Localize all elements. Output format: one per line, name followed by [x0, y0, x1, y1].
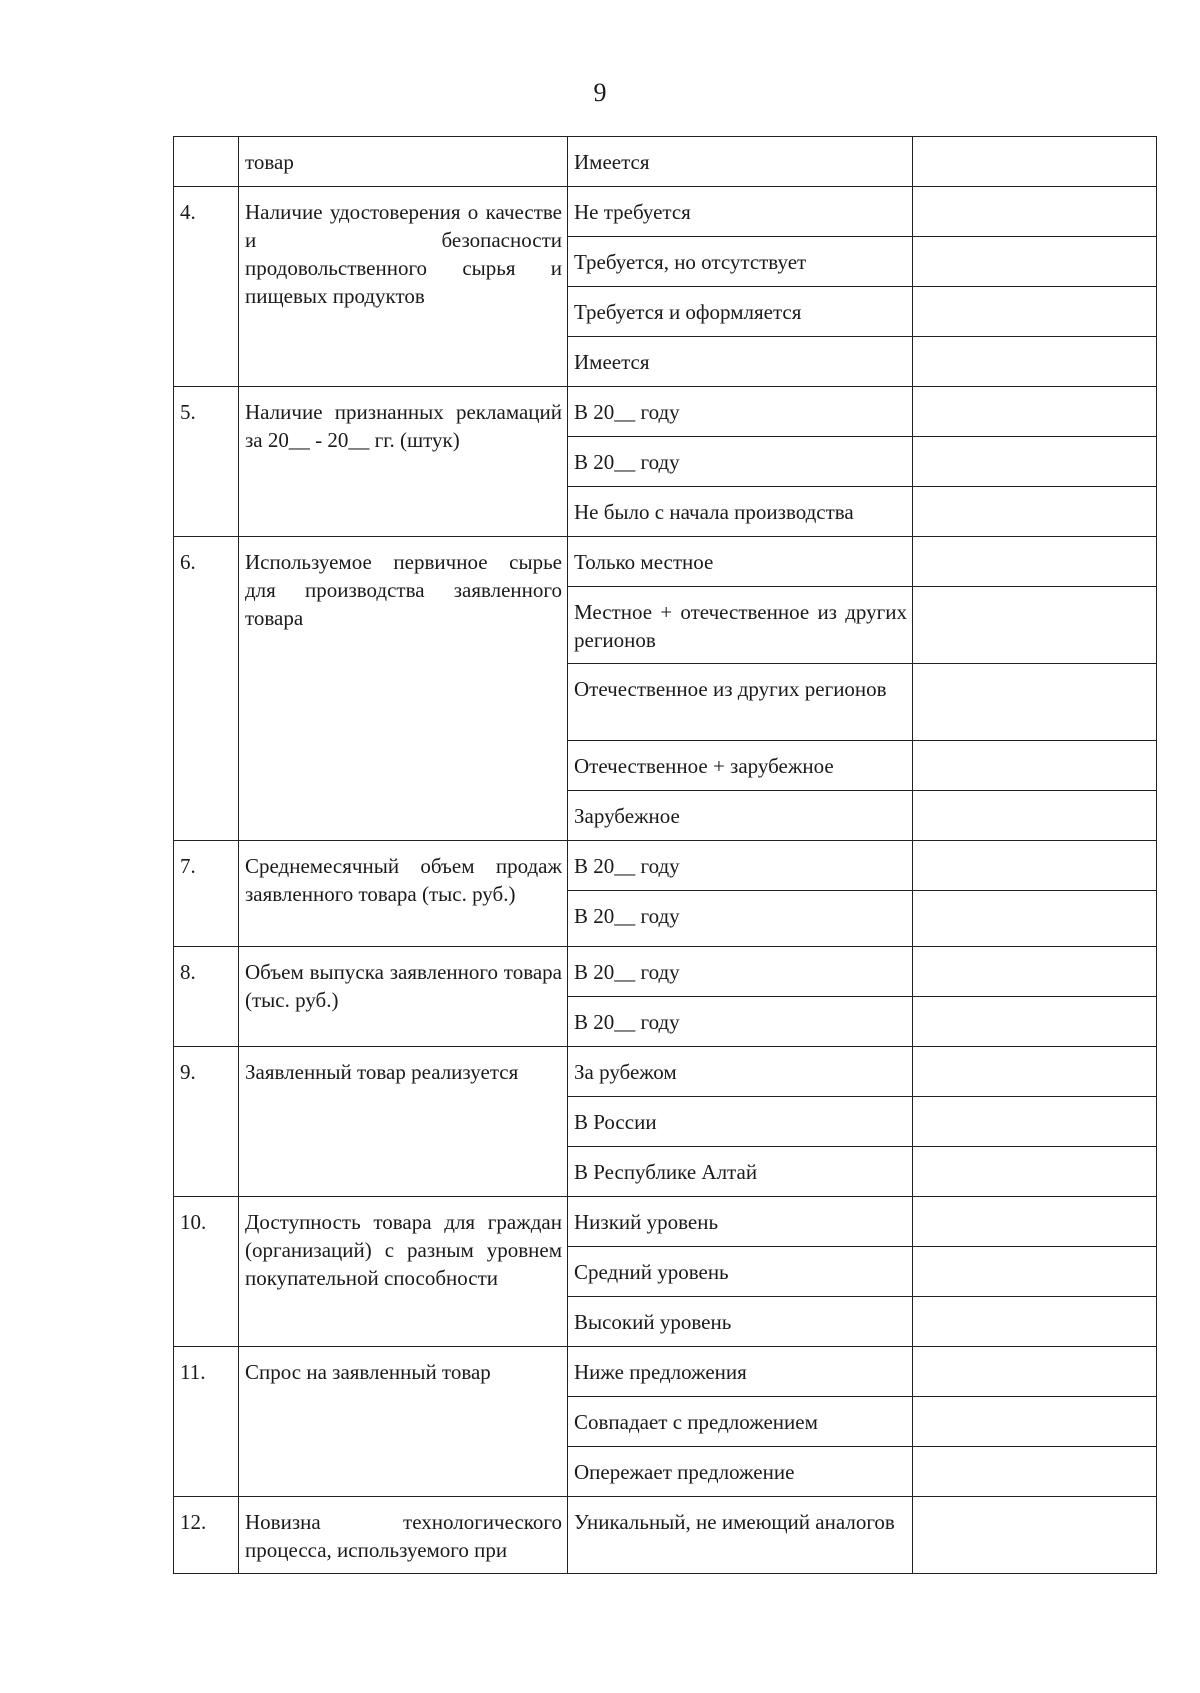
score-cell[interactable]: [913, 437, 1157, 487]
option-cell: В 20__ году: [568, 387, 913, 437]
score-cell[interactable]: [913, 487, 1157, 537]
score-cell[interactable]: [913, 387, 1157, 437]
option-cell: Только местное: [568, 537, 913, 587]
option-cell: Уникальный, не имеющий аналогов: [568, 1497, 913, 1574]
row-number: 11.: [174, 1347, 239, 1497]
option-cell: Не было с начала производства: [568, 487, 913, 537]
score-cell[interactable]: [913, 537, 1157, 587]
score-cell[interactable]: [913, 1097, 1157, 1147]
criterion-cell: Объем выпуска заявленного товара (тыс. руб.): [239, 947, 568, 1047]
row-number: 10.: [174, 1197, 239, 1347]
option-cell: В Республике Алтай: [568, 1147, 913, 1197]
option-cell: Требуется и оформляется: [568, 287, 913, 337]
criterion-cell: Спрос на заявленный товар: [239, 1347, 568, 1497]
table-row: [174, 1347, 1157, 1397]
table-row: [174, 537, 1157, 587]
option-cell: Совпадает с предложением: [568, 1397, 913, 1447]
row-number: 8.: [174, 947, 239, 1047]
criterion-cell: Заявленный товар реализуется: [239, 1047, 568, 1197]
option-cell: Местное + отечественное из других регионов: [568, 587, 913, 664]
score-cell[interactable]: [913, 1247, 1157, 1297]
row-number: [174, 137, 239, 187]
score-cell[interactable]: [913, 187, 1157, 237]
table-row: [174, 1197, 1157, 1247]
option-cell: В 20__ году: [568, 437, 913, 487]
option-cell: Зарубежное: [568, 791, 913, 841]
score-cell[interactable]: [913, 1447, 1157, 1497]
table-row: [174, 841, 1157, 891]
criterion-cell: товар: [239, 137, 568, 187]
score-cell[interactable]: [913, 587, 1157, 664]
table-row: [174, 187, 1157, 237]
option-cell: В 20__ году: [568, 891, 913, 947]
score-cell[interactable]: [913, 1047, 1157, 1097]
option-cell: В России: [568, 1097, 913, 1147]
option-cell: Отечественное из других регионов: [568, 664, 913, 741]
option-cell: В 20__ году: [568, 947, 913, 997]
score-cell[interactable]: [913, 287, 1157, 337]
criterion-cell: Наличие удостоверения о качестве и безопасности продовольственного сырья и пищевых продуктов: [239, 187, 568, 387]
option-cell: Имеется: [568, 137, 913, 187]
table-row: [174, 387, 1157, 437]
row-number: 5.: [174, 387, 239, 537]
row-number: 9.: [174, 1047, 239, 1197]
score-cell[interactable]: [913, 741, 1157, 791]
option-cell: Имеется: [568, 337, 913, 387]
score-cell[interactable]: [913, 841, 1157, 891]
criterion-cell: Среднемесячный объем продаж заявленного товара (тыс. руб.): [239, 841, 568, 947]
criterion-cell: Доступность товара для граждан (организаций) с разным уровнем покупательной способности: [239, 1197, 568, 1347]
score-cell[interactable]: [913, 791, 1157, 841]
criterion-cell: Используемое первичное сырье для производства заявленного товара: [239, 537, 568, 841]
score-cell[interactable]: [913, 1497, 1157, 1574]
page-number: 9: [593, 78, 607, 107]
row-number: 6.: [174, 537, 239, 841]
score-cell[interactable]: [913, 947, 1157, 997]
table-row: [174, 947, 1157, 997]
criterion-cell: Новизна технологического процесса, используемого при: [239, 1497, 568, 1574]
criterion-cell: Наличие признанных рекламаций за 20__ - 20__ гг. (штук): [239, 387, 568, 537]
option-cell: В 20__ году: [568, 841, 913, 891]
table-row: [174, 1047, 1157, 1097]
score-cell[interactable]: [913, 1397, 1157, 1447]
score-cell[interactable]: [913, 1347, 1157, 1397]
score-cell[interactable]: [913, 1197, 1157, 1247]
table-row: [174, 137, 1157, 187]
row-number: 12.: [174, 1497, 239, 1574]
evaluation-table: [173, 136, 1157, 1574]
option-cell: В 20__ году: [568, 997, 913, 1047]
score-cell[interactable]: [913, 1147, 1157, 1197]
option-cell: Ниже предложения: [568, 1347, 913, 1397]
option-cell: За рубежом: [568, 1047, 913, 1097]
score-cell[interactable]: [913, 137, 1157, 187]
row-number: 4.: [174, 187, 239, 387]
option-cell: Требуется, но отсутствует: [568, 237, 913, 287]
score-cell[interactable]: [913, 337, 1157, 387]
score-cell[interactable]: [913, 237, 1157, 287]
score-cell[interactable]: [913, 891, 1157, 947]
score-cell[interactable]: [913, 1297, 1157, 1347]
option-cell: Средний уровень: [568, 1247, 913, 1297]
option-cell: Низкий уровень: [568, 1197, 913, 1247]
row-number: 7.: [174, 841, 239, 947]
score-cell[interactable]: [913, 997, 1157, 1047]
score-cell[interactable]: [913, 664, 1157, 741]
option-cell: Не требуется: [568, 187, 913, 237]
option-cell: Отечественное + зарубежное: [568, 741, 913, 791]
table-row: [174, 1497, 1157, 1574]
option-cell: Высокий уровень: [568, 1297, 913, 1347]
option-cell: Опережает предложение: [568, 1447, 913, 1497]
